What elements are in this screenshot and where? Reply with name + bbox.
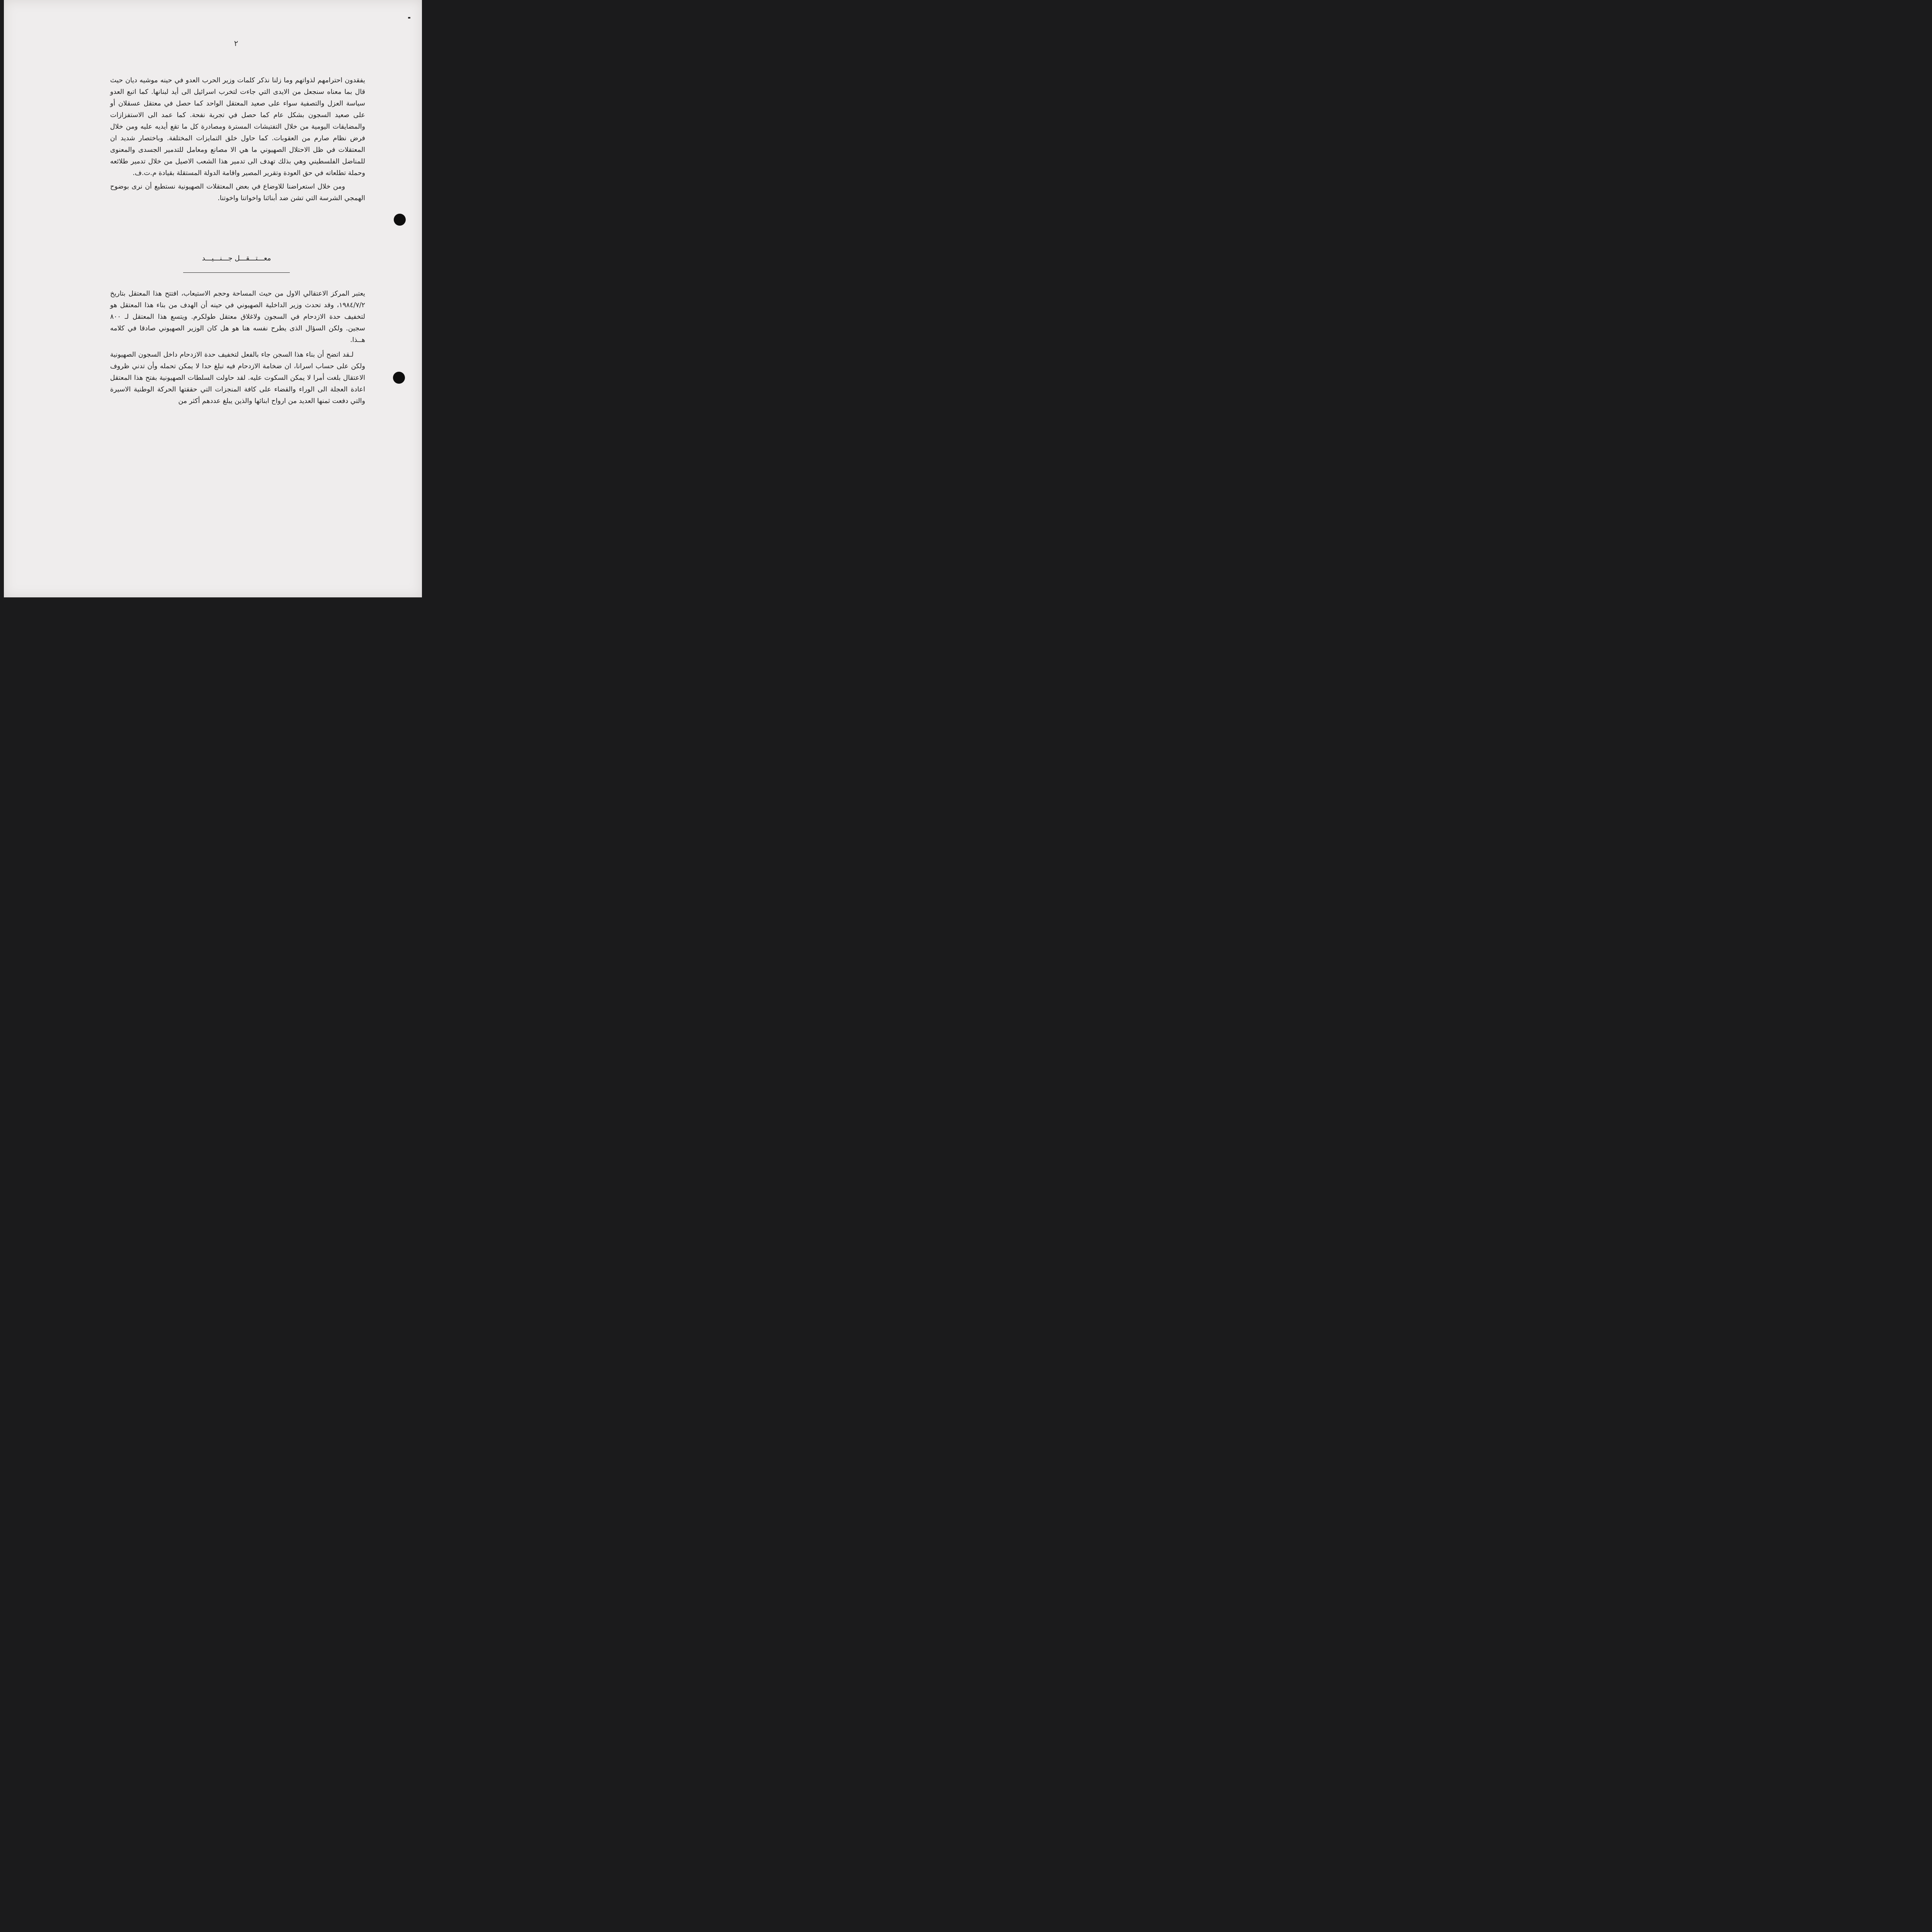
edge-mark bbox=[408, 17, 410, 19]
section-2-paragraph-1: يعتبر المركز الاعتقالي الاول من حيث المساحة وحجم الاستيعاب، افتتح هذا المعتقل بتاريخ ١٩٨٤/٧/٢، وقد تحدث وزير الداخلية الصهيوني في حينه أن الهدف من بناء هذا المعتقل هو لتخفيف حدة الازدحام في السجون ولاغلاق معتقل طولكرم. ويتسع هذا المعتقل لـ ٨٠٠ سجين. ولكن السؤال الذى يطرح نفسه هنا هو هل كان الوزير الصهيوني صادقا في كلامه هــذا. bbox=[110, 290, 365, 344]
section-1-paragraph-2: ومن خلال استعراضنا للاوضاع في بعض المعتقلات الصهيونية نستطيع أن نرى بوضوح الهمجي الشرسة التي تشن ضد أبنائنا واخواتنا واخوتنا. bbox=[110, 183, 365, 202]
section-1-paragraph-1: يفقدون احترامهم لذواتهم وما زلنا نذكر كلمات وزير الحرب العدو في حينه موشيه ديان حيث قال بما معناه سنجعل من الايدى التي جاءت لتخرب اسرائيل الى أيد لبنانها. كما اتبع العدو سياسة العزل والتصفية سواء على صعيد المعتقل الواحد كما حصل في معتقل عسقلان أو على صعيد السجون بشكل عام كما حصل في تجربة نفحة. كما عمد الى الاستفزازات والمضايقات اليومية من خلال التفتيشات المسترة ومصادرة كل ما تقع أيديه عليه ومن خلال فرض نظام صارم من العقوبات. كما حاول خلق التمايزات المختلفة. وباختصار شديد ان المعتقلات في ظل الاحتلال الصهيوني ما هي الا مصانع ومعامل للتدمير الجسدى والمعنوى للمناضل الفلسطيني وهي بذلك تهدف الى تدمير هذا الشعب الاصيل من خلال تدمير طلائعه وحملة تطلعاته في حق العودة وتقرير المصير واقامة الدولة المستقلة بقيادة م.ت.ف. bbox=[110, 77, 365, 177]
section-2-paragraph-2: لـقد اتضح أن بناء هذا السجن جاء بالفعل لتخفيف حدة الازدحام داخل السجون الصهيونية ولكن على حساب اسرانا، ان ضخامة الازدحام فيه تبلغ حدا لا يمكن تحمله وأن تدني ظروف الاعتقال بلغت أمرا لا يمكن السكوت عليه. لقد حاولت السلطات الصهيونية بفتح هذا المعتقل اعادة العجلة الى الوراء والقضاء على كافة المنجزات التي حققتها الحركة الوطنية الاسيرة والتي دفعت ثمنها العديد من ارواح ابنائها والذين يبلغ عددهم أكثر من bbox=[110, 351, 365, 405]
section-2-text bbox=[110, 288, 365, 407]
heading-underline bbox=[183, 272, 290, 273]
punch-hole bbox=[393, 372, 405, 384]
document-scan bbox=[0, 0, 430, 606]
section-heading: معـــتـــقـــل جـــنـــيـــد bbox=[202, 254, 271, 262]
section-1-text bbox=[110, 75, 365, 204]
page-number: ٢ bbox=[234, 39, 238, 48]
punch-hole bbox=[394, 214, 406, 226]
